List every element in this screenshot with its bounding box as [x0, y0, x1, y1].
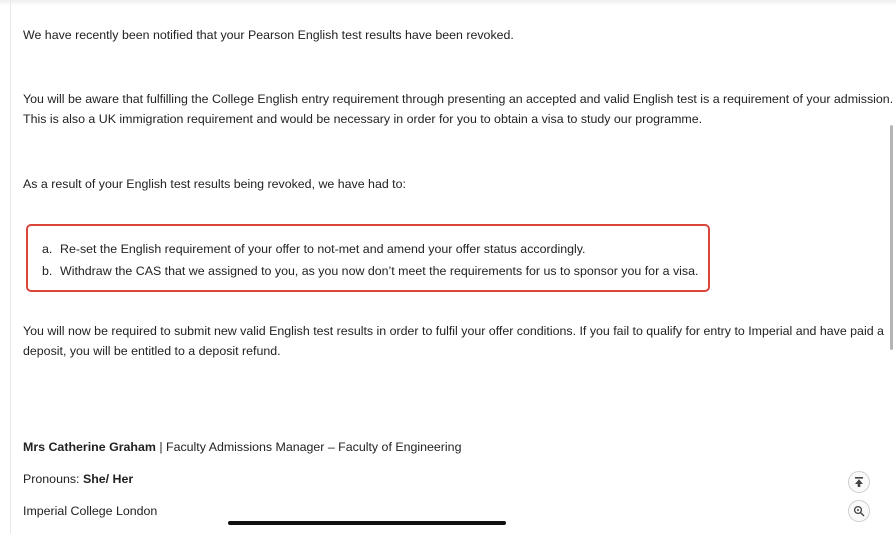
actions-list	[42, 238, 698, 282]
list-marker: a.	[42, 242, 53, 256]
scroll-to-top-button[interactable]	[848, 471, 870, 493]
left-divider	[10, 0, 11, 534]
paragraph-result-intro: As a result of your English test results being revoked, we have had to:	[23, 177, 406, 191]
home-indicator[interactable]	[228, 521, 506, 525]
list-item	[42, 238, 698, 260]
top-edge	[0, 0, 896, 6]
vertical-scrollbar[interactable]	[890, 125, 893, 350]
paragraph-requirement	[23, 89, 893, 129]
paragraph-next-steps-line-1: You will now be required to submit new valid English test results in order to fulfil your offer conditions. If you fail to qualify for entry to Imperial and have paid a	[23, 324, 884, 338]
signature-name: Mrs Catherine Graham	[23, 440, 156, 454]
paragraph-requirement-line-1: You will be aware that fulfilling the College English entry requirement through presenting an accepted and valid English test is a requirement of your admission.	[23, 92, 894, 106]
signature-pronouns-line	[23, 469, 133, 489]
signature-organization: Imperial College London	[23, 504, 158, 518]
signature-name-line	[23, 437, 461, 457]
paragraph-next-steps	[23, 321, 884, 361]
list-marker: b.	[42, 264, 53, 278]
list-item-text: Withdraw the CAS that we assigned to you, as you now don’t meet the requirements for us to sponsor you for a visa.	[60, 264, 699, 278]
pronouns-value: She/ Her	[82, 472, 134, 486]
highlighted-actions-box	[26, 224, 710, 292]
paragraph-requirement-line-2: This is also a UK immigration requirement and would be necessary in order for you to obtain a visa to study our programme.	[23, 112, 703, 126]
list-item-text: Re-set the English requirement of your offer to not-met and amend your offer status accordingly.	[60, 242, 586, 256]
paragraph-next-steps-line-2: deposit, you will be entitled to a deposit refund.	[23, 344, 281, 358]
list-item	[42, 260, 698, 282]
zoom-button[interactable]	[848, 500, 870, 522]
paragraph-revoked-notice: We have recently been notified that your Pearson English test results have been revoked.	[23, 28, 514, 42]
pronouns-label: Pronouns:	[23, 472, 83, 486]
signature-title: | Faculty Admissions Manager – Faculty of Engineering	[155, 440, 462, 454]
